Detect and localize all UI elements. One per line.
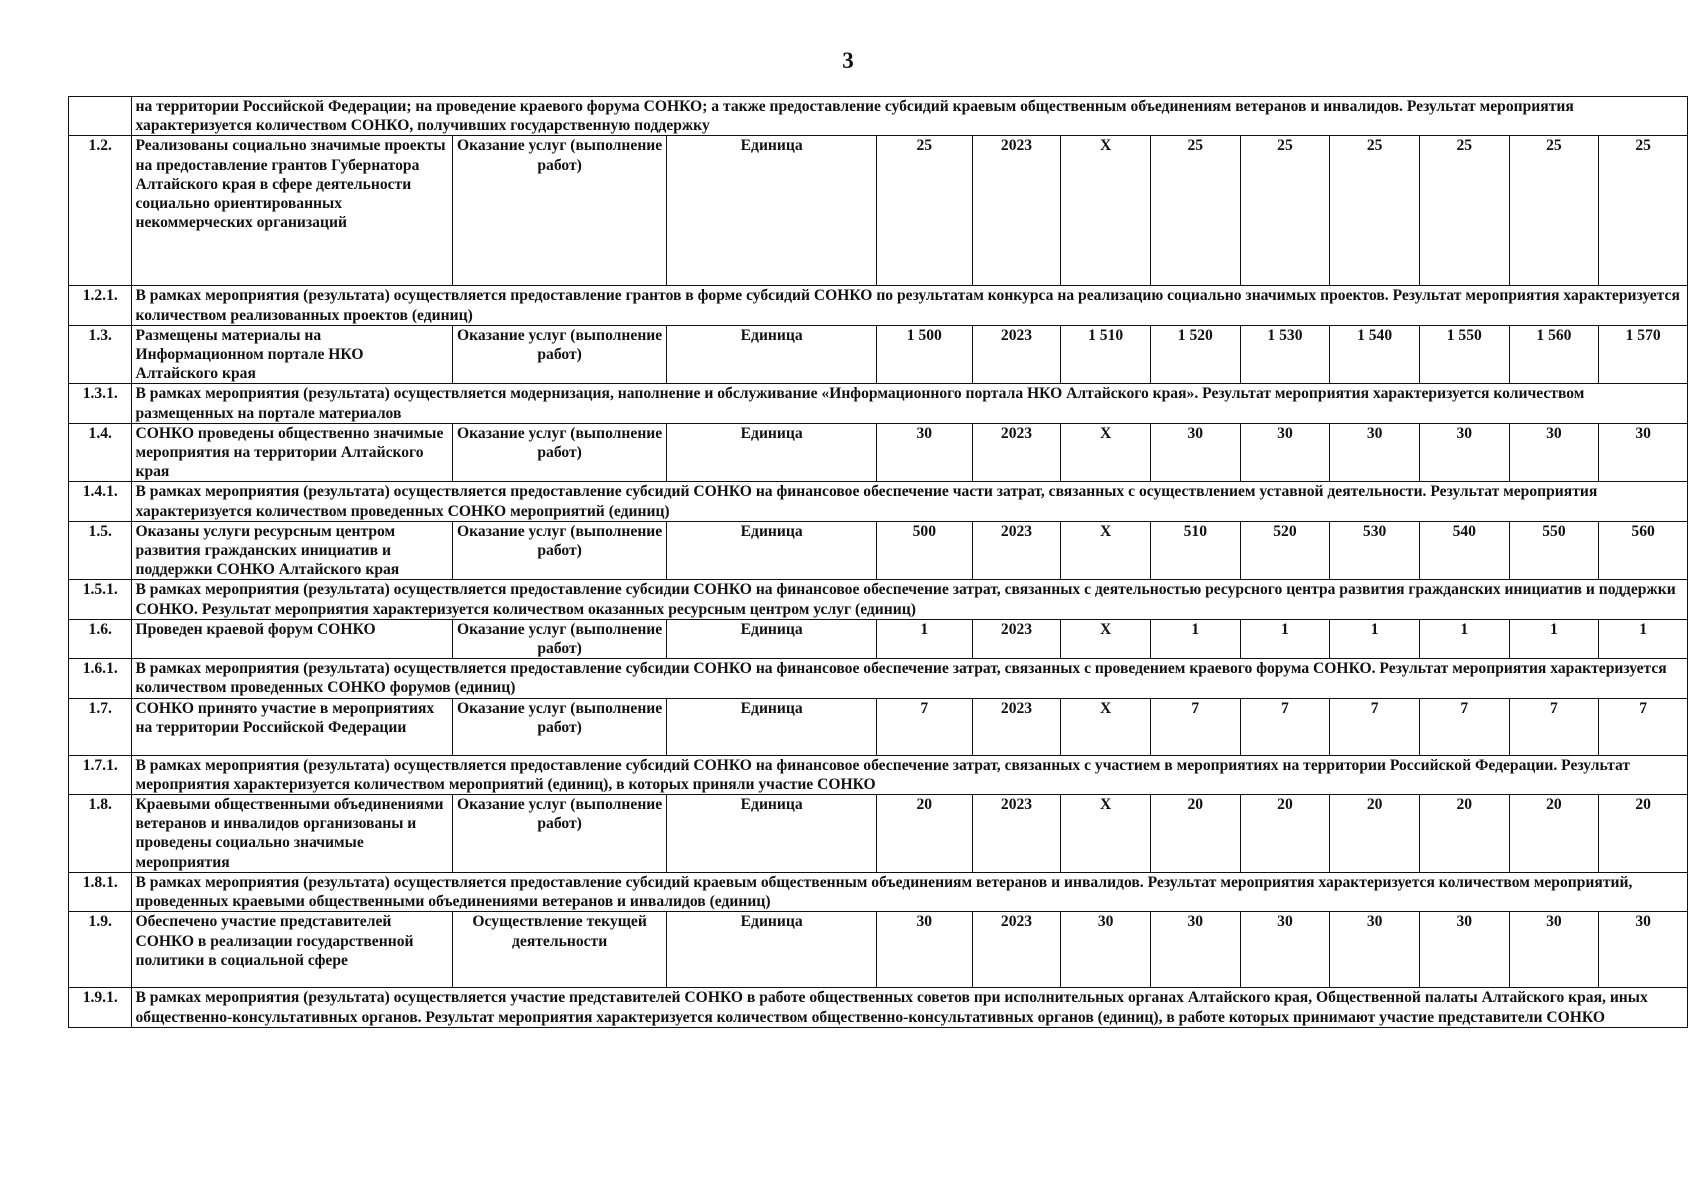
- value-cell: 20: [1599, 795, 1688, 873]
- value-cell: 1: [1150, 619, 1240, 658]
- value-cell: 30: [876, 423, 972, 482]
- value-cell: 20: [1240, 795, 1330, 873]
- value-cell: 20: [1150, 795, 1240, 873]
- row-number: 1.8.: [69, 795, 132, 873]
- value-cell: 25: [1509, 136, 1599, 286]
- value-cell: X: [1061, 423, 1151, 482]
- value-cell: 2023: [972, 795, 1061, 873]
- result-row: [69, 423, 1688, 482]
- value-cell: 30: [1419, 423, 1509, 482]
- unit-of-measure: Единица: [667, 619, 877, 658]
- detail-number: 1.8.1.: [69, 872, 132, 911]
- value-cell: 1 500: [876, 325, 972, 384]
- value-cell: 30: [1330, 912, 1420, 988]
- value-cell: 30: [1240, 912, 1330, 988]
- value-cell: 30: [1599, 423, 1688, 482]
- value-cell: 1: [1330, 619, 1420, 658]
- value-cell: X: [1061, 136, 1151, 286]
- result-detail-row: [69, 580, 1688, 619]
- detail-number: 1.4.1.: [69, 482, 132, 521]
- value-cell: 1: [1419, 619, 1509, 658]
- value-cell: 7: [1509, 698, 1599, 755]
- result-type: Оказание услуг (выполнение работ): [452, 325, 667, 384]
- result-name: СОНКО принято участие в мероприятиях на территории Российской Федерации: [132, 698, 452, 755]
- value-cell: 1 540: [1330, 325, 1420, 384]
- value-cell: 7: [876, 698, 972, 755]
- value-cell: 25: [1240, 136, 1330, 286]
- value-cell: X: [1061, 698, 1151, 755]
- value-cell: X: [1061, 795, 1151, 873]
- result-row: [69, 325, 1688, 384]
- detail-number: 1.3.1.: [69, 384, 132, 423]
- row-number: 1.5.: [69, 521, 132, 580]
- value-cell: X: [1061, 619, 1151, 658]
- value-cell: 1 570: [1599, 325, 1688, 384]
- result-detail-row: [69, 872, 1688, 911]
- value-cell: 2023: [972, 698, 1061, 755]
- result-name: Проведен краевой форум СОНКО: [132, 619, 452, 658]
- value-cell: 20: [1419, 795, 1509, 873]
- row-number: 1.9.: [69, 912, 132, 988]
- row-number: 1.3.: [69, 325, 132, 384]
- value-cell: 1: [1509, 619, 1599, 658]
- value-cell: 2023: [972, 619, 1061, 658]
- value-cell: 30: [1061, 912, 1151, 988]
- detail-number: 1.5.1.: [69, 580, 132, 619]
- result-type: Оказание услуг (выполнение работ): [452, 795, 667, 873]
- result-type: Оказание услуг (выполнение работ): [452, 136, 667, 286]
- result-row: [69, 521, 1688, 580]
- value-cell: 25: [1150, 136, 1240, 286]
- value-cell: 1: [1240, 619, 1330, 658]
- value-cell: 1 520: [1150, 325, 1240, 384]
- row-number: 1.7.: [69, 698, 132, 755]
- result-detail-row: [69, 286, 1688, 325]
- value-cell: 7: [1330, 698, 1420, 755]
- value-cell: 30: [1150, 912, 1240, 988]
- unit-of-measure: Единица: [667, 325, 877, 384]
- value-cell: 30: [1599, 912, 1688, 988]
- result-type: Осуществление текущей деятельности: [452, 912, 667, 988]
- value-cell: 20: [1509, 795, 1599, 873]
- value-cell: 7: [1599, 698, 1688, 755]
- continuation-num-cell: [69, 97, 132, 136]
- page-number: 3: [842, 48, 854, 73]
- result-detail-row: [69, 384, 1688, 423]
- result-detail-row: [69, 755, 1688, 794]
- unit-of-measure: Единица: [667, 912, 877, 988]
- result-type: Оказание услуг (выполнение работ): [452, 619, 667, 658]
- value-cell: 520: [1240, 521, 1330, 580]
- value-cell: 2023: [972, 136, 1061, 286]
- unit-of-measure: Единица: [667, 795, 877, 873]
- value-cell: 2023: [972, 912, 1061, 988]
- value-cell: 7: [1240, 698, 1330, 755]
- value-cell: 30: [1419, 912, 1509, 988]
- result-row: [69, 136, 1688, 286]
- result-row: [69, 698, 1688, 755]
- result-detail-row: [69, 659, 1688, 698]
- row-number: 1.4.: [69, 423, 132, 482]
- result-type: Оказание услуг (выполнение работ): [452, 698, 667, 755]
- detail-text: В рамках мероприятия (результата) осуществляется модернизация, наполнение и обслуживание «Информационного портала НКО Алтайского края». Результат мероприятия характеризуется количеством размещенных на портале материалов: [132, 384, 1688, 423]
- result-name: Оказаны услуги ресурсным центром развития гражданских инициатив и поддержки СОНКО Алтайского края: [132, 521, 452, 580]
- value-cell: 30: [1330, 423, 1420, 482]
- value-cell: 30: [1509, 912, 1599, 988]
- result-detail-row: [69, 482, 1688, 521]
- detail-number: 1.9.1.: [69, 988, 132, 1027]
- value-cell: 1 550: [1419, 325, 1509, 384]
- detail-number: 1.7.1.: [69, 755, 132, 794]
- detail-text: В рамках мероприятия (результата) осуществляется предоставление субсидий СОНКО на финансовое обеспечение затрат, связанных с участием в мероприятиях на территории Российской Федерации. Результат мероприятия характеризуется количеством мероприятий (единиц), в которых приняли участие СОНКО: [132, 755, 1688, 794]
- result-type: Оказание услуг (выполнение работ): [452, 423, 667, 482]
- result-name: Размещены материалы на Информационном портале НКО Алтайского края: [132, 325, 452, 384]
- value-cell: 30: [1509, 423, 1599, 482]
- detail-text: В рамках мероприятия (результата) осуществляется предоставление грантов в форме субсидий СОНКО по результатам конкурса на реализацию социально значимых проектов. Результат мероприятия характеризуется количеством реализованных проектов (единиц): [132, 286, 1688, 325]
- value-cell: 2023: [972, 325, 1061, 384]
- continuation-text: на территории Российской Федерации; на проведение краевого форума СОНКО; а также предоставление субсидий краевым общественным объединениям ветеранов и инвалидов. Результат мероприятия характеризуется количеством СОНКО, получивших государственную поддержку: [132, 97, 1688, 136]
- row-number: 1.2.: [69, 136, 132, 286]
- unit-of-measure: Единица: [667, 136, 877, 286]
- result-name: Обеспечено участие представителей СОНКО в реализации государственной политики в социальной сфере: [132, 912, 452, 988]
- value-cell: 25: [1419, 136, 1509, 286]
- continuation-row: [69, 97, 1688, 136]
- value-cell: 560: [1599, 521, 1688, 580]
- value-cell: 1: [876, 619, 972, 658]
- value-cell: 1 530: [1240, 325, 1330, 384]
- value-cell: 30: [1150, 423, 1240, 482]
- result-name: Реализованы социально значимые проекты на предоставление грантов Губернатора Алтайского края в сфере деятельности социально ориентированных некоммерческих организаций: [132, 136, 452, 286]
- value-cell: 2023: [972, 423, 1061, 482]
- unit-of-measure: Единица: [667, 698, 877, 755]
- value-cell: 530: [1330, 521, 1420, 580]
- result-row: [69, 795, 1688, 873]
- value-cell: 30: [1240, 423, 1330, 482]
- result-detail-row: [69, 988, 1688, 1027]
- value-cell: 7: [1419, 698, 1509, 755]
- row-number: 1.6.: [69, 619, 132, 658]
- value-cell: 510: [1150, 521, 1240, 580]
- value-cell: 1 560: [1509, 325, 1599, 384]
- detail-number: 1.6.1.: [69, 659, 132, 698]
- detail-number: 1.2.1.: [69, 286, 132, 325]
- result-name: СОНКО проведены общественно значимые мероприятия на территории Алтайского края: [132, 423, 452, 482]
- value-cell: 7: [1150, 698, 1240, 755]
- value-cell: 30: [876, 912, 972, 988]
- value-cell: 25: [1599, 136, 1688, 286]
- value-cell: 25: [1330, 136, 1420, 286]
- value-cell: 25: [876, 136, 972, 286]
- unit-of-measure: Единица: [667, 521, 877, 580]
- detail-text: В рамках мероприятия (результата) осуществляется участие представителей СОНКО в работе общественных советов при исполнительных органах Алтайского края, Общественной палаты Алтайского края, иных общественно-консультативных органов. Результат мероприятия характеризуется количеством общественно-консультативных органов (единиц), в работе которых принимают участие представители СОНКО: [132, 988, 1688, 1027]
- results-table: [68, 96, 1688, 1028]
- result-row: [69, 619, 1688, 658]
- value-cell: 20: [1330, 795, 1420, 873]
- detail-text: В рамках мероприятия (результата) осуществляется предоставление субсидии СОНКО на финансовое обеспечение затрат, связанных с проведением краевого форума СОНКО. Результат мероприятия характеризуется количеством проведенных СОНКО форумов (единиц): [132, 659, 1688, 698]
- value-cell: 550: [1509, 521, 1599, 580]
- value-cell: 2023: [972, 521, 1061, 580]
- detail-text: В рамках мероприятия (результата) осуществляется предоставление субсидий краевым общественным объединениям ветеранов и инвалидов. Результат мероприятия характеризуется количеством мероприятий, проведенных краевыми общественными объединениями ветеранов и инвалидов (единиц): [132, 872, 1688, 911]
- value-cell: 500: [876, 521, 972, 580]
- value-cell: X: [1061, 521, 1151, 580]
- result-type: Оказание услуг (выполнение работ): [452, 521, 667, 580]
- value-cell: 1: [1599, 619, 1688, 658]
- detail-text: В рамках мероприятия (результата) осуществляется предоставление субсидий СОНКО на финансовое обеспечение части затрат, связанных с осуществлением уставной деятельности. Результат мероприятия характеризуется количеством проведенных СОНКО мероприятий (единиц): [132, 482, 1688, 521]
- value-cell: 540: [1419, 521, 1509, 580]
- result-name: Краевыми общественными объединениями ветеранов и инвалидов организованы и проведены социально значимые мероприятия: [132, 795, 452, 873]
- value-cell: 20: [876, 795, 972, 873]
- result-row: [69, 912, 1688, 988]
- unit-of-measure: Единица: [667, 423, 877, 482]
- value-cell: 1 510: [1061, 325, 1151, 384]
- detail-text: В рамках мероприятия (результата) осуществляется предоставление субсидии СОНКО на финансовое обеспечение затрат, связанных с деятельностью ресурсного центра развития гражданских инициатив и поддержки СОНКО. Результат мероприятия характеризуется количеством оказанных ресурсным центром услуг (единиц): [132, 580, 1688, 619]
